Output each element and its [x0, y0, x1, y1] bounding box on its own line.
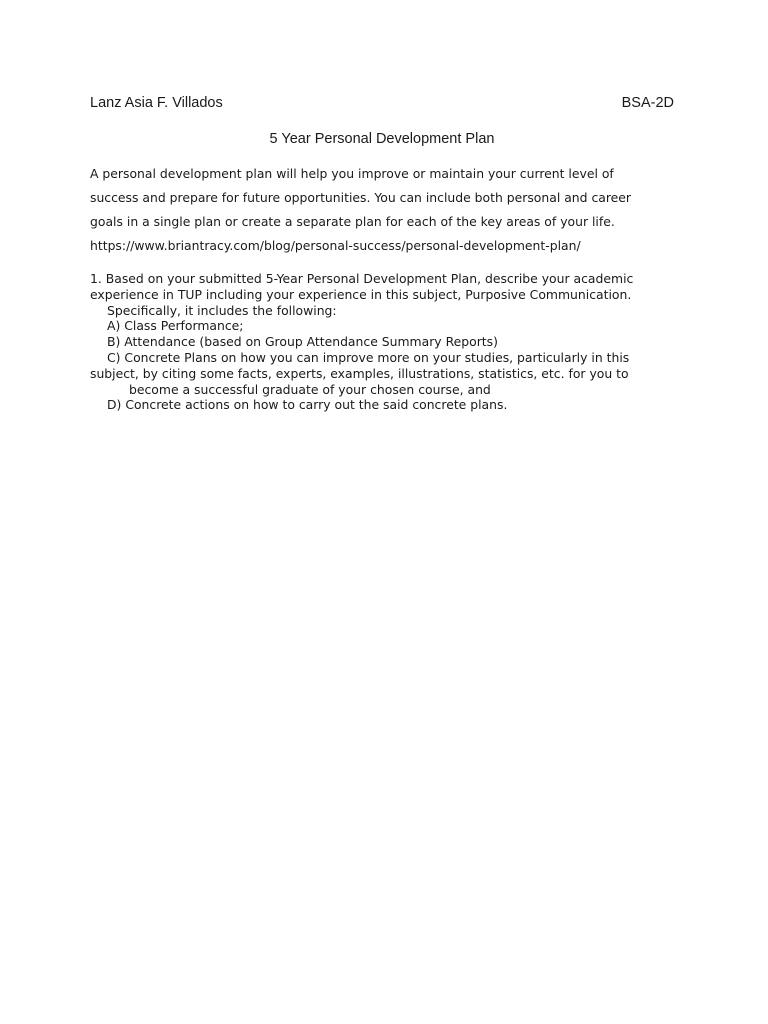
question-item-a: A) Class Performance; [107, 318, 244, 334]
document-header [90, 93, 674, 113]
intro-line: goals in a single plan or create a separate plan for each of the key areas of your life. [90, 214, 615, 229]
question-line: experience in TUP including your experience in this subject, Purposive Communication. [90, 286, 632, 302]
question-item-c-continued: subject, by citing some facts, experts, examples, illustrations, statistics, etc. for you to [90, 365, 629, 381]
question-item-c-continued: become a successful graduate of your chosen course, and [129, 381, 491, 397]
question-item-d: D) Concrete actions on how to carry out the said concrete plans. [107, 397, 508, 413]
intro-line: success and prepare for future opportunities. You can include both personal and career [90, 190, 632, 205]
class-section: BSA-2D [621, 95, 674, 111]
question-item-c: C) Concrete Plans on how you can improve more on your studies, particularly in this [107, 349, 630, 365]
question-block [90, 271, 680, 413]
intro-paragraph [90, 162, 680, 258]
reference-link: https://www.briantracy.com/blog/personal-success/personal-development-plan/ [90, 238, 581, 253]
intro-line: A personal development plan will help you improve or maintain your current level of [90, 166, 614, 181]
question-line: Specifically, it includes the following: [107, 302, 337, 318]
question-line: 1. Based on your submitted 5-Year Personal Development Plan, describe your academic [90, 271, 634, 286]
question-item-b: B) Attendance (based on Group Attendance Summary Reports) [107, 334, 498, 350]
author-name: Lanz Asia F. Villados [90, 95, 223, 111]
document-title: 5 Year Personal Development Plan [269, 131, 495, 147]
